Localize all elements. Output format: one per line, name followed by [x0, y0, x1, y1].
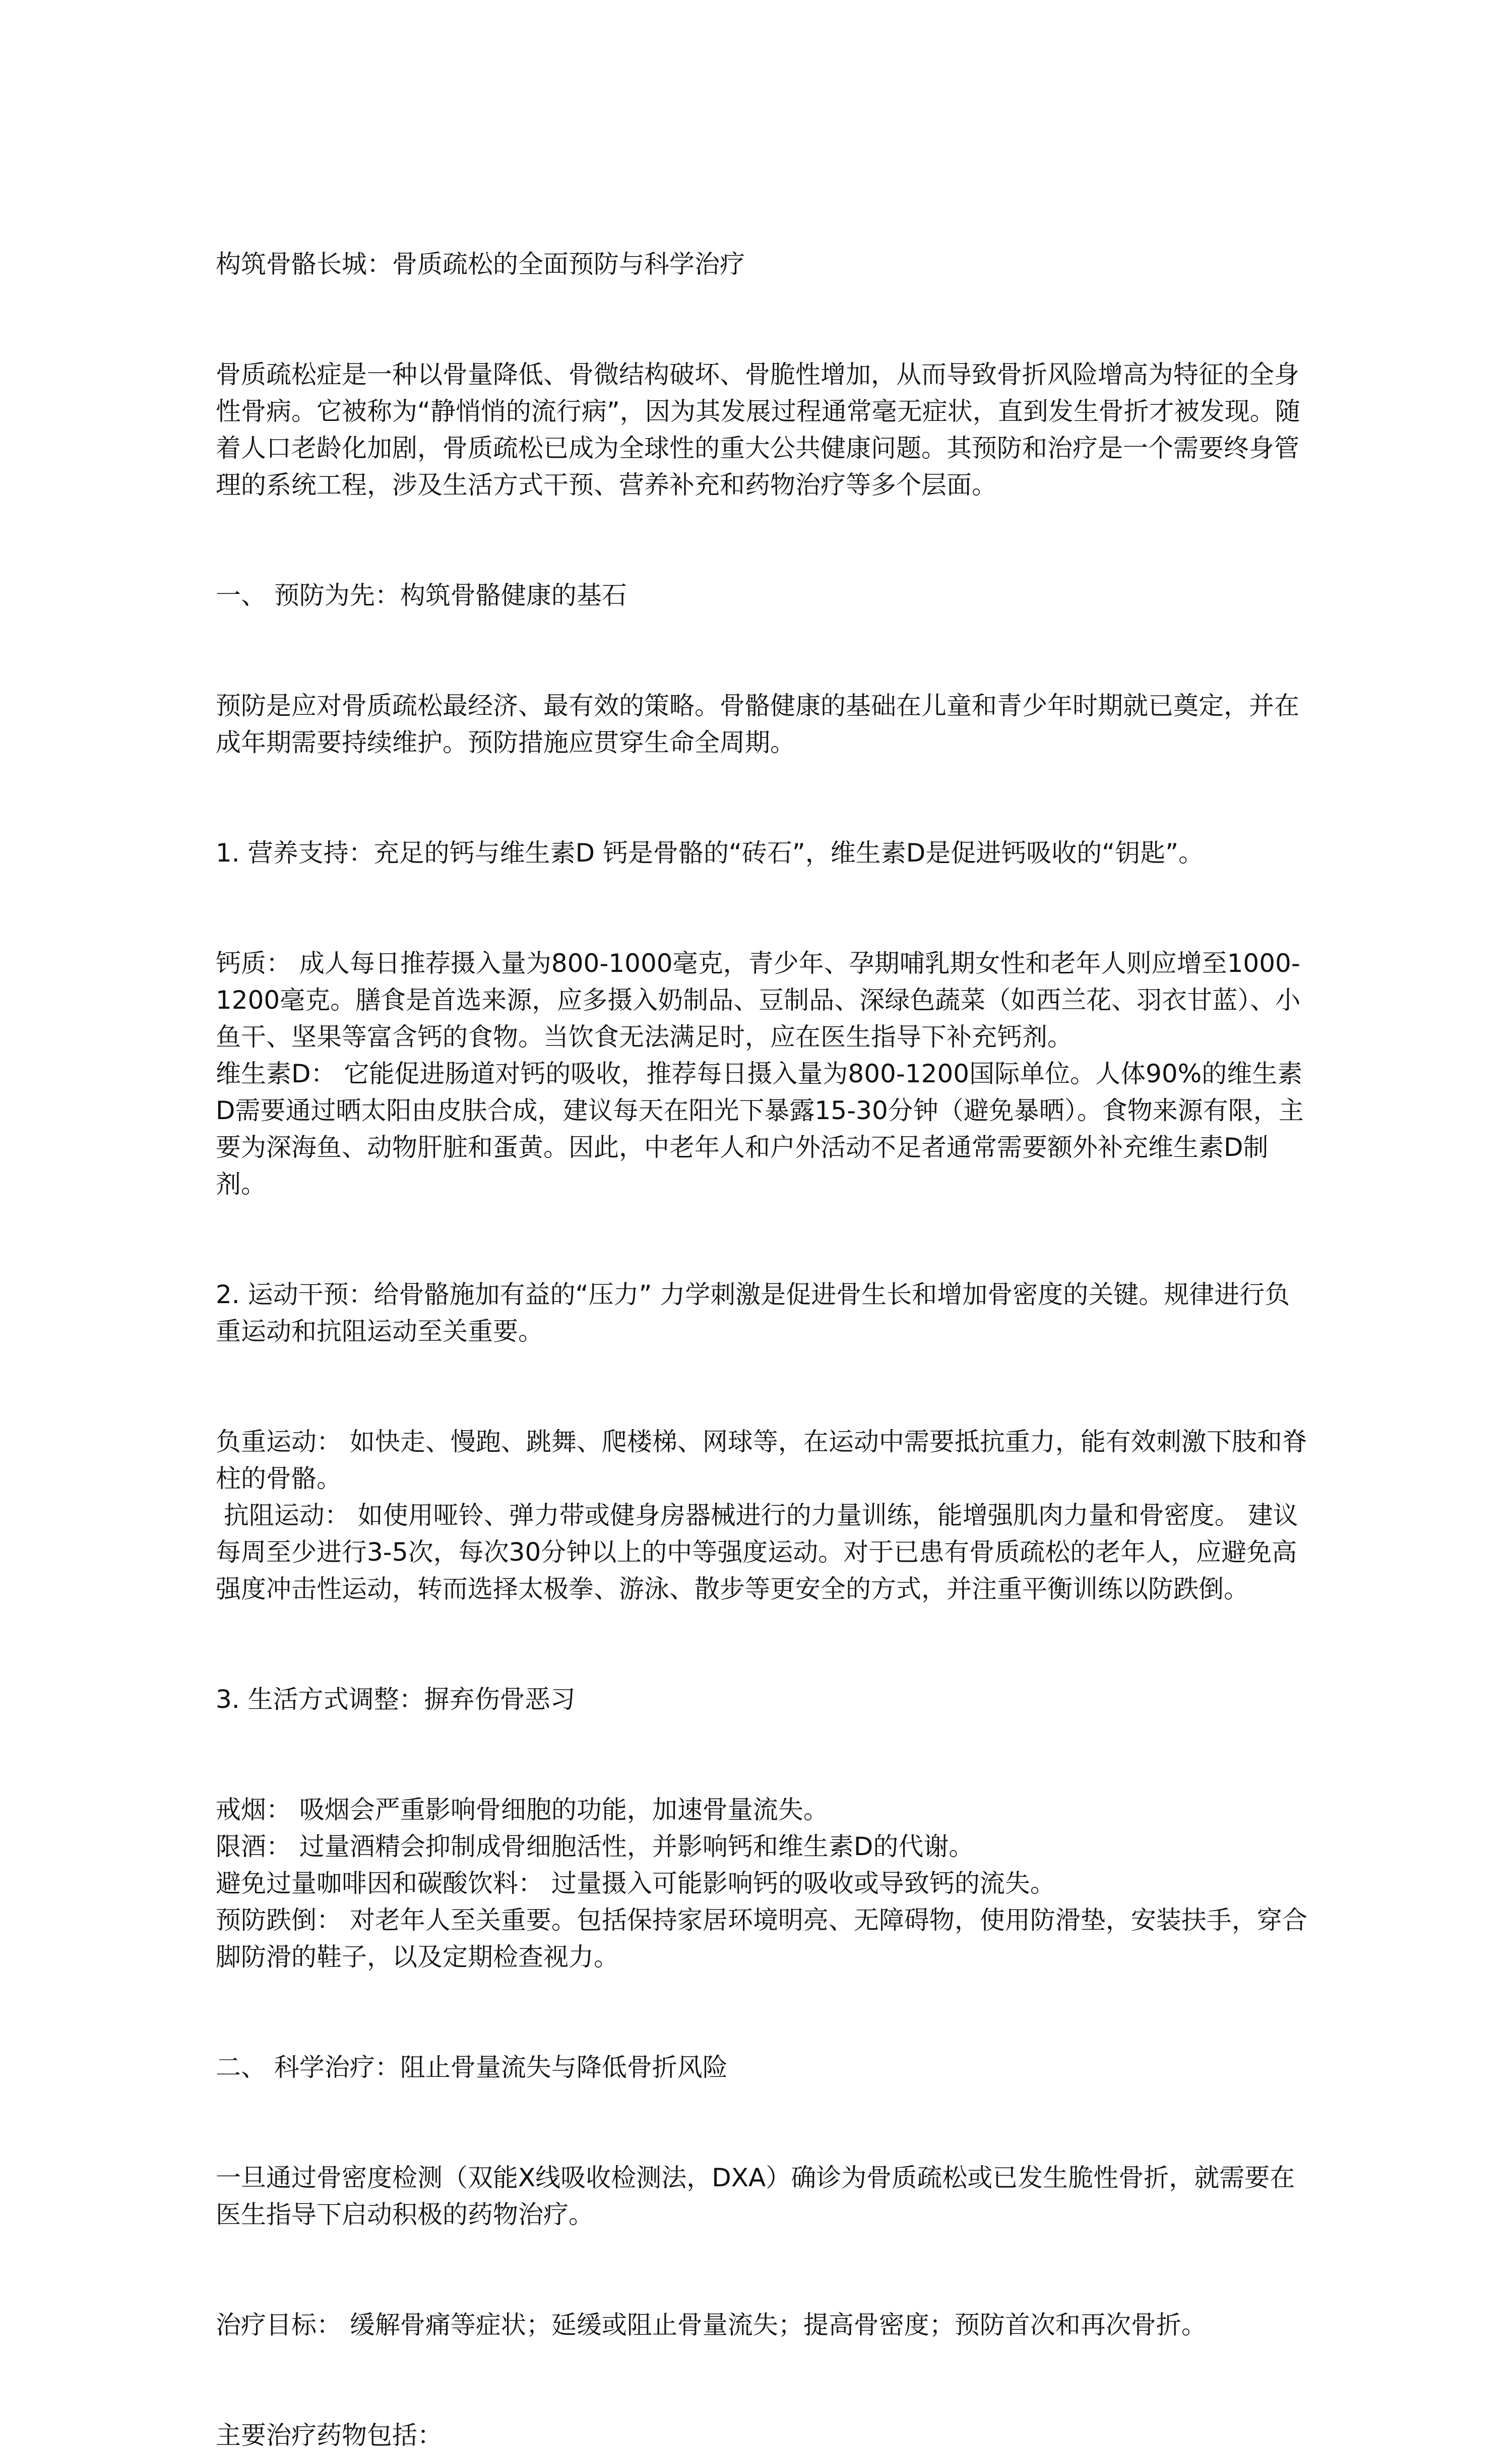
drugs-label: 主要治疗药物包括： [216, 2421, 443, 2450]
treatment-goals: 治疗目标： 缓解骨痛等症状；延缓或阻止骨量流失；提高骨密度；预防首次和再次骨折。 [216, 2310, 1207, 2340]
section1-heading: 一、 预防为先：构筑骨骼健康的基石 [216, 581, 627, 610]
calcium-paragraph: 钙质： 成人每日推荐摄入量为800-1000毫克，青少年、孕期哺乳期女性和老年人则应增至1000-1200毫克。膳食是首选来源，应多摄入奶制品、豆制品、深绿色蔬菜（如西兰花、羽衣甘蓝）、小鱼干、坚果等富含钙的食物。当饮食无法满足时，应在医生指导下补充钙剂。 [216, 949, 1301, 1052]
caffeine-item: 避免过量咖啡因和碳酸饮料： 过量摄入可能影响钙的吸收或导致钙的流失。 [216, 1869, 1055, 1898]
smoking-item: 戒烟： 吸烟会严重影响骨细胞的功能，加速骨量流失。 [216, 1795, 829, 1824]
section1-intro: 预防是应对骨质疏松最经济、最有效的策略。骨骼健康的基础在儿童和青少年时期就已奠定，并在成年期需要持续维护。预防措施应贯穿生命全周期。 [216, 691, 1299, 757]
section2-heading: 二、 科学治疗：阻止骨量流失与降低骨折风险 [216, 2053, 728, 2082]
section2-intro: 一旦通过骨密度检测（双能X线吸收检测法，DXA）确诊为骨质疏松或已发生脆性骨折，就需要在医生指导下启动积极的药物治疗。 [216, 2163, 1295, 2229]
alcohol-item: 限酒： 过量酒精会抑制成骨细胞活性，并影响钙和维生素D的代谢。 [216, 1832, 974, 1861]
weight-bearing-paragraph: 负重运动： 如快走、慢跑、跳舞、爬楼梯、网球等，在运动中需要抵抗重力，能有效刺激下肢和脊柱的骨骼。 [216, 1427, 1307, 1493]
exercise-heading: 2. 运动干预：给骨骼施加有益的“压力” 力学刺激是促进骨生长和增加骨密度的关键。规律进行负重运动和抗阻运动至关重要。 [216, 1280, 1290, 1346]
intro-paragraph: 骨质疏松症是一种以骨量降低、骨微结构破坏、骨脆性增加，从而导致骨折风险增高为特征的全身性骨病。它被称为“静悄悄的流行病”，因为其发展过程通常毫无症状，直到发生骨折才被发现。随着人口老龄化加剧，骨质疏松已成为全球性的重大公共健康问题。其预防和治疗是一个需要终身管理的系统工程，涉及生活方式干预、营养补充和药物治疗等多个层面。 [216, 360, 1300, 500]
nutrition-heading: 1. 营养支持：充足的钙与维生素D 钙是骨骼的“砖石”，维生素D是促进钙吸收的“钥匙”。 [216, 838, 1204, 868]
resistance-paragraph: 抗阻运动： 如使用哑铃、弹力带或健身房器械进行的力量训练，能增强肌肉力量和骨密度。 建议每周至少进行3-5次，每次30分钟以上的中等强度运动。对于已患有骨质疏松的老年人，应避免高强度冲击性运动，转而选择太极拳、游泳、散步等更安全的方式，并注重平衡训练以防跌倒。 [216, 1501, 1298, 1604]
vitamin-d-paragraph: 维生素D： 它能促进肠道对钙的吸收，推荐每日摄入量为800-1200国际单位。人体90%的维生素D需要通过晒太阳由皮肤合成，建议每天在阳光下暴露15-30分钟（避免暴晒）。食物来源有限，主要为深海鱼、动物肝脏和蛋黄。因此，中老年人和户外活动不足者通常需要额外补充维生素D制剂。 [216, 1059, 1304, 1199]
lifestyle-heading: 3. 生活方式调整：摒弃伤骨恶习 [216, 1685, 576, 1714]
document-title: 构筑骨骼长城：骨质疏松的全面预防与科学治疗 [216, 250, 745, 279]
fall-prevention-item: 预防跌倒： 对老年人至关重要。包括保持家居环境明亮、无障碍物，使用防滑垫，安装扶手，穿合脚防滑的鞋子，以及定期检查视力。 [216, 1906, 1307, 1972]
document-page [216, 246, 1314, 2454]
